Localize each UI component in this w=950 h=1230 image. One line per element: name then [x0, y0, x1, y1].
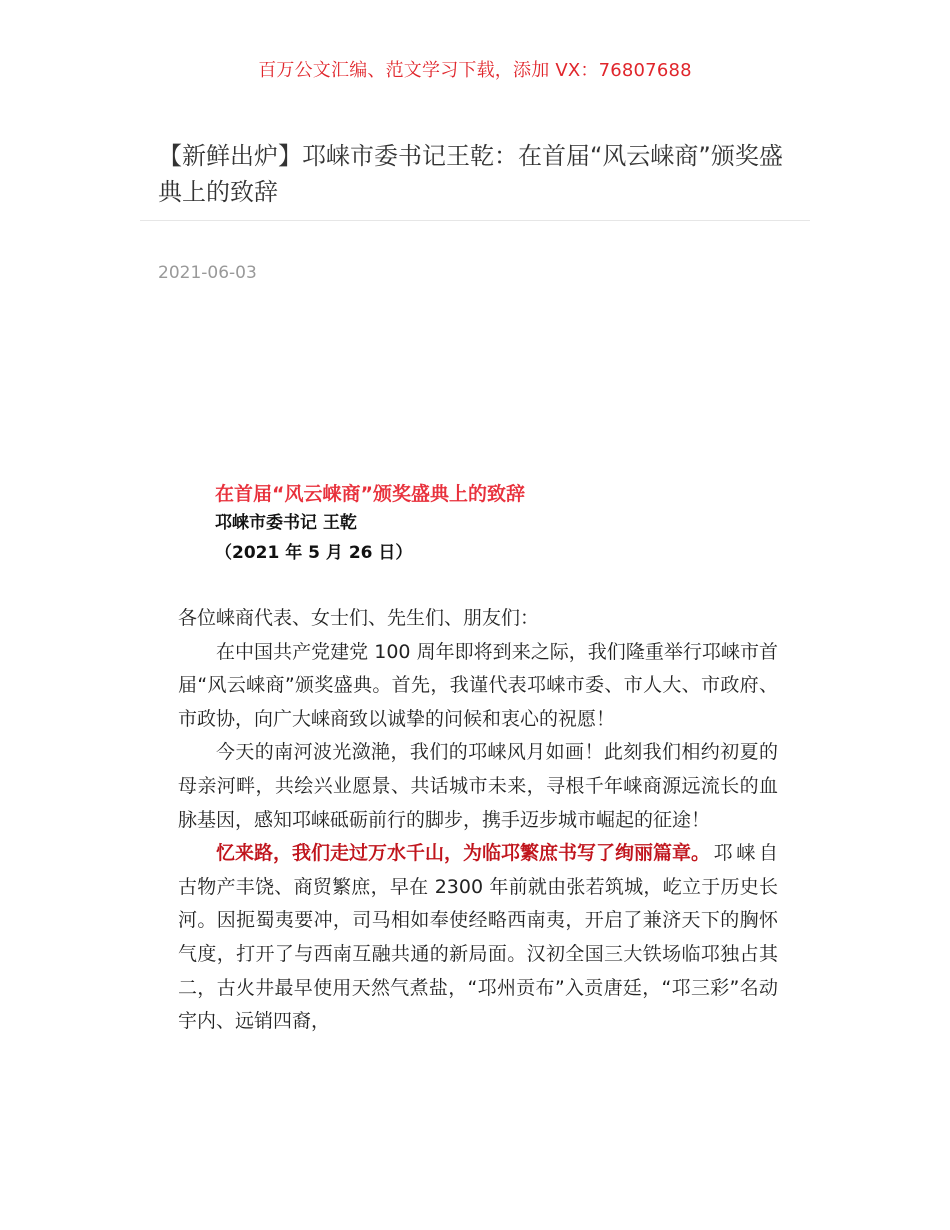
promo-banner: 百万公文汇编、范文学习下载，添加 VX：76807688: [258, 60, 692, 81]
paragraph-3-text: 邛崃自古物产丰饶、商贸繁庶，早在 2300 年前就由张若筑城，屹立于历史长河。因扼蜀夷要冲，司马相如奉使经略西南夷，开启了兼济天下的胸怀气度，打开了与西南互融共通的新局面。汉初全国三大铁场临邛独占其二，古火井最早使用天然气煮盐，“邛州贡布”入贡唐廷，“邛三彩”名动宇内、远销四裔，: [178, 842, 778, 1033]
speech-heading: 在首届“风云崃商”颁奖盛典上的致辞: [215, 483, 525, 505]
paragraph-2: 今天的南河波光潋滟，我们的邛崃风月如画！此刻我们相约初夏的母亲河畔，共绘兴业愿景、共话城市未来，寻根千年崃商源远流长的血脉基因，感知邛崃砥砺前行的脚步，携手迈步城市崛起的征途！: [178, 741, 778, 831]
publish-date: 2021-06-03: [158, 263, 257, 283]
speech-heading-block: [215, 480, 815, 568]
speech-body: [178, 602, 778, 1039]
article-title: 【新鲜出炉】邛崃市委书记王乾：在首届“风云崃商”颁奖盛典上的致辞: [158, 142, 783, 206]
salutation: 各位崃商代表、女士们、先生们、朋友们：: [178, 607, 540, 629]
title-divider: [140, 220, 810, 221]
speech-author: 邛崃市委书记 王乾: [215, 513, 357, 533]
paragraph-3-highlight: 忆来路，我们走过万水千山，为临邛繁庶书写了绚丽篇章。: [216, 842, 711, 865]
speech-date: （2021 年 5 月 26 日）: [215, 543, 413, 563]
paragraph-3: [178, 837, 778, 1039]
paragraph-1: 在中国共产党建党 100 周年即将到来之际，我们隆重举行邛崃市首届“风云崃商”颁奖盛典。首先，我谨代表邛崃市委、市人大、市政府、市政协，向广大崃商致以诚挚的问候和衷心的祝愿！: [178, 640, 778, 730]
